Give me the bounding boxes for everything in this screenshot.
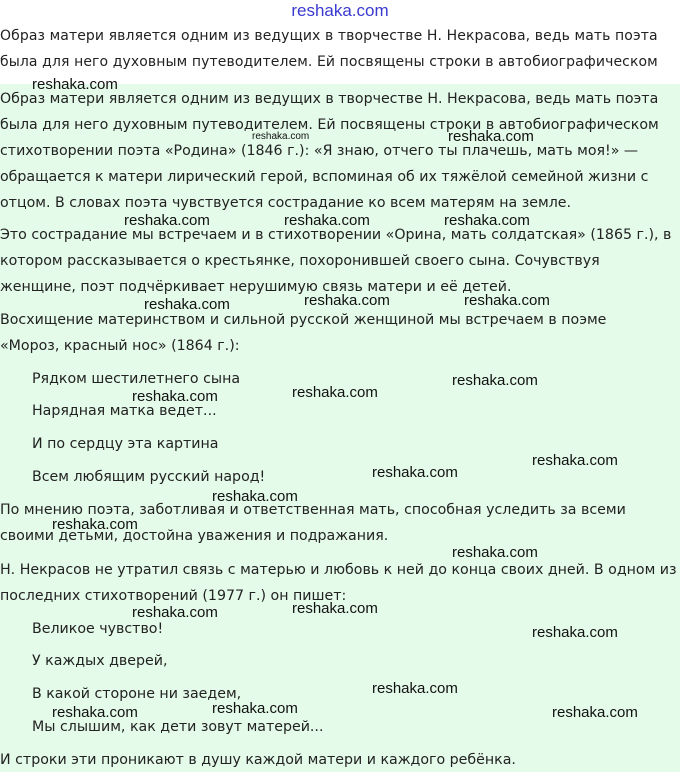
watermark: reshaka.com [452, 372, 538, 389]
watermark: reshaka.com [212, 488, 298, 505]
top-text-line-1: Образ матери является одним из ведущих в творчестве Н. Некрасова, ведь мать поэта [0, 28, 658, 44]
paragraph-line: «Мороз, красный нос» (1864 г.): [0, 338, 240, 354]
watermark: reshaka.com [292, 600, 378, 617]
watermark: reshaka.com [252, 131, 310, 142]
watermark: reshaka.com [532, 452, 618, 469]
paragraph-line: Восхищение материнством и сильной русской женщиной мы встречаем в поэме [0, 312, 607, 328]
poem-line: В какой стороне ни заедем, [32, 686, 242, 702]
top-text-line-2: была для него духовным путеводителем. Ей посвящены строки в автобиографическом [0, 54, 658, 70]
paragraph-line: последних стихотворений (1977 г.) он пишет: [0, 588, 347, 604]
paragraph-line: И строки эти проникают в душу каждой матери и каждого ребёнка. [0, 752, 516, 768]
paragraph-line: стихотворении поэта «Родина» (1846 г.): «Я знаю, отчего ты плачешь, мать моя!» — [0, 143, 639, 159]
watermark: reshaka.com [132, 388, 218, 405]
paragraph-line: Образ матери является одним из ведущих в творчестве Н. Некрасова, ведь мать поэта [0, 91, 659, 107]
watermark: reshaka.com [144, 296, 230, 313]
paragraph-line: женщине, поэт подчёркивает нерушимую связь матери и её детей. [0, 279, 512, 295]
poem-line: Мы слышим, как дети зовут матерей... [32, 719, 324, 735]
watermark: reshaka.com [284, 212, 370, 229]
paragraph-line: котором рассказывается о крестьянке, похоронившей своего сына. Сочувствуя [0, 253, 600, 269]
watermark: reshaka.com [552, 704, 638, 721]
paragraph-line: Это сострадание мы встречаем и в стихотворении «Орина, мать солдатская» (1865 г.), в [0, 227, 672, 243]
poem-line: Нарядная матка ведет... [32, 403, 217, 419]
watermark: reshaka.com [372, 464, 458, 481]
paragraph-line: По мнению поэта, заботливая и ответственная мать, способная уследить за всеми [0, 502, 626, 518]
watermark: reshaka.com [444, 212, 530, 229]
paragraph-line: своими детьми, достойна уважения и подражания. [0, 528, 389, 544]
watermark: reshaka.com [52, 516, 138, 533]
poem-line: Всем любящим русский народ! [32, 469, 266, 485]
paragraph-line: Н. Некрасов не утратил связь с матерью и любовь к ней до конца своих дней. В одном из [0, 562, 677, 578]
site-title[interactable]: reshaka.com [291, 1, 389, 20]
watermark: reshaka.com [292, 384, 378, 401]
paragraph-line: отцом. В словах поэта чувствуется сострадание ко всем матерям на земле. [0, 195, 572, 211]
poem-line: Великое чувство! [32, 621, 164, 637]
watermark: reshaka.com [452, 544, 538, 561]
watermark: reshaka.com [304, 292, 390, 309]
watermark: reshaka.com [52, 704, 138, 721]
paragraph-line: обращается к матери лирический герой, вспоминая об их тяжёлой семейной жизни с [0, 169, 649, 185]
watermark: reshaka.com [372, 680, 458, 697]
watermark: reshaka.com [132, 604, 218, 621]
watermark: reshaka.com [212, 700, 298, 717]
poem-line: И по сердцу эта картина [32, 436, 219, 452]
poem-line: У каждых дверей, [32, 653, 168, 669]
watermark: reshaka.com [464, 292, 550, 309]
poem-line: Рядком шестилетнего сына [32, 371, 241, 387]
watermark: reshaka.com [124, 212, 210, 229]
watermark: reshaka.com [32, 76, 118, 93]
paragraph-line: была для него духовным путеводителем. Ей посвящены строки в автобиографическом [0, 117, 659, 133]
watermark: reshaka.com [448, 128, 534, 145]
watermark: reshaka.com [532, 624, 618, 641]
